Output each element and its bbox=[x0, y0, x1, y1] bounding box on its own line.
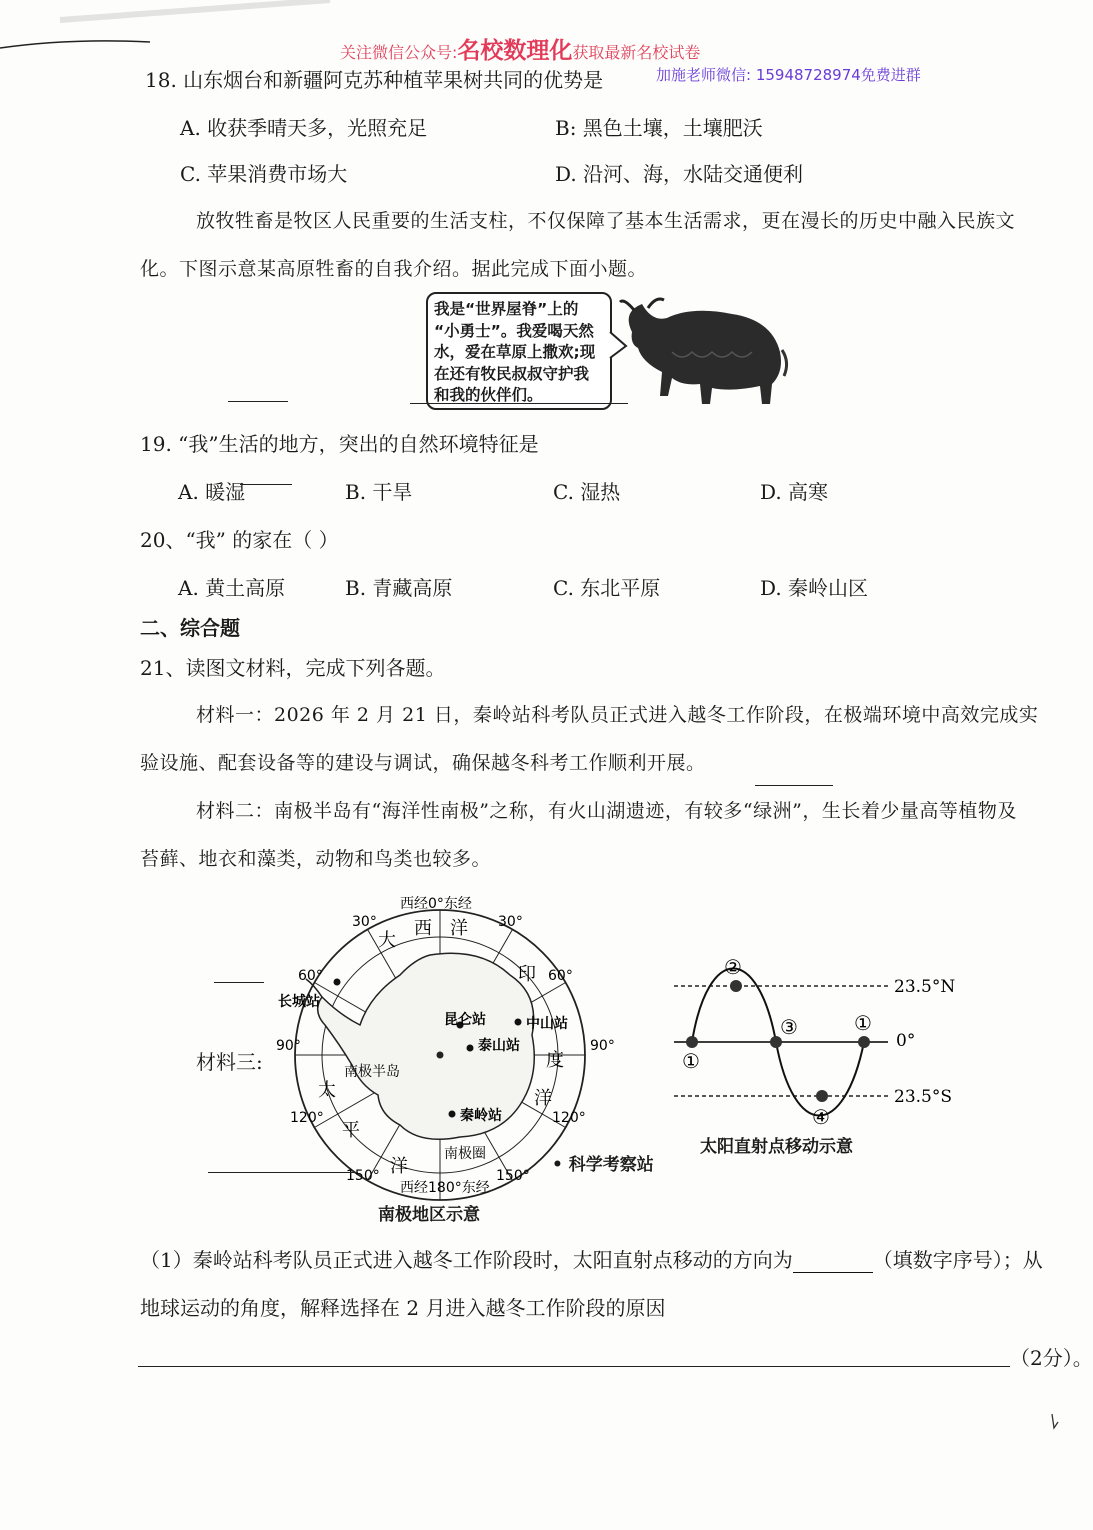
q20-option-d: D. 秦岭山区 bbox=[760, 576, 869, 600]
pen-stroke bbox=[240, 484, 292, 485]
deg-150-east: 150° bbox=[496, 1168, 530, 1184]
ocean-atlantic-1: 大 bbox=[378, 930, 396, 951]
question-18-stem: 18. 山东烟台和新疆阿克苏种植苹果树共同的优势是 bbox=[145, 68, 604, 92]
q19-option-d: D. 高寒 bbox=[760, 480, 829, 504]
pen-stroke bbox=[208, 1172, 358, 1173]
sun-diagram-caption: 太阳直射点移动示意 bbox=[700, 1137, 853, 1157]
ocean-atlantic-3: 洋 bbox=[450, 918, 468, 939]
label-23-5-s: 23.5°S bbox=[894, 1087, 952, 1107]
station-changcheng-dot bbox=[334, 979, 341, 986]
label-ice-shelf: 南极圈 bbox=[444, 1146, 486, 1162]
pen-stroke bbox=[214, 982, 264, 983]
ocean-indian-3: 洋 bbox=[534, 1088, 552, 1109]
antarctic-map bbox=[276, 890, 620, 1230]
map-caption: 南极地区示意 bbox=[378, 1205, 480, 1225]
point-2 bbox=[730, 980, 742, 992]
answer-line-reason[interactable] bbox=[138, 1366, 1010, 1367]
label-point-3: ③ bbox=[780, 1015, 798, 1039]
ocean-pacific-3: 洋 bbox=[390, 1156, 408, 1177]
yak-speech-bubble bbox=[426, 292, 612, 410]
material-1-line-2: 验设施、配套设备等的建设与调试，确保越冬科考工作顺利开展。 bbox=[140, 752, 706, 774]
q19-option-a: A. 暖湿 bbox=[178, 480, 246, 504]
subquestion-1-line-1 bbox=[140, 1244, 1043, 1273]
label-kunlun: 昆仑站 bbox=[444, 1012, 486, 1028]
material-3-label: 材料三: bbox=[196, 1050, 263, 1074]
label-changcheng: 长城站 bbox=[278, 994, 320, 1010]
label-23-5-n: 23.5°N bbox=[894, 977, 956, 997]
label-point-1-left: ① bbox=[682, 1049, 700, 1073]
material-2-line-1: 材料二：南极半岛有“海洋性南极”之称，有火山湖遗迹，有较多“绿洲”，生长着少量高等植物及 bbox=[196, 800, 1017, 822]
label-point-2: ② bbox=[724, 955, 742, 979]
deg-30-west: 30° bbox=[352, 914, 377, 930]
point-4 bbox=[816, 1090, 828, 1102]
material-2-line-2: 苔藓、地衣和藻类，动物和鸟类也较多。 bbox=[140, 848, 492, 870]
pen-mark-corner bbox=[1048, 1412, 1060, 1432]
ocean-atlantic-2: 西 bbox=[414, 918, 432, 939]
ocean-pacific-2: 平 bbox=[342, 1120, 360, 1141]
bubble-line: 在还有牧民叔叔守护我 bbox=[434, 364, 590, 383]
deg-60-west: 60° bbox=[298, 968, 323, 984]
deg-60-east: 60° bbox=[548, 968, 573, 984]
deg-30-east: 30° bbox=[498, 914, 523, 930]
deg-90-west: 90° bbox=[276, 1038, 301, 1054]
q18-option-c: C. 苹果消费市场大 bbox=[180, 162, 348, 186]
point-1-left bbox=[686, 1036, 698, 1048]
sun-migration-diagram bbox=[668, 950, 968, 1130]
watermark-suffix: 获取最新名校试卷 bbox=[572, 43, 701, 62]
watermark-banner bbox=[340, 32, 700, 65]
question-21-stem: 21、读图文材料，完成下列各题。 bbox=[140, 656, 446, 680]
point-1-right bbox=[858, 1036, 870, 1048]
bubble-line: 我是“世界屋脊”上的 bbox=[434, 300, 579, 318]
q20-option-a: A. 黄土高原 bbox=[178, 576, 286, 600]
bubble-line: “小勇士”。我爱喝天然 bbox=[434, 321, 594, 340]
yak-illustration bbox=[612, 292, 792, 412]
q19-option-c: C. 湿热 bbox=[553, 480, 621, 504]
q19-option-b: B. 干旱 bbox=[345, 480, 413, 504]
station-taishan-dot bbox=[467, 1045, 474, 1052]
subquestion-1-line-2: 地球运动的角度，解释选择在 2 月进入越冬工作阶段的原因 bbox=[140, 1296, 666, 1320]
map-top-label: 西经0°东经 bbox=[400, 896, 472, 912]
q20-option-b: B. 青藏高原 bbox=[345, 576, 453, 600]
label-peninsula: 南极半岛 bbox=[344, 1064, 400, 1080]
material-1-line-1: 材料一：2026 年 2 月 21 日，秦岭站科考队员正式进入越冬工作阶段，在极端环境中高效完成实 bbox=[196, 704, 1039, 726]
ocean-pacific-1: 太 bbox=[318, 1080, 336, 1101]
subquestion-1-text-a: （1）秦岭站科考队员正式进入越冬工作阶段时，太阳直射点移动的方向为 bbox=[140, 1248, 793, 1272]
watermark-contact: 加施老师微信: 15948728974免费进群 bbox=[656, 66, 921, 84]
question-19-stem: 19. “我”生活的地方，突出的自然环境特征是 bbox=[140, 432, 539, 456]
ocean-indian-2: 度 bbox=[546, 1050, 564, 1071]
watermark-prefix: 关注微信公众号: bbox=[340, 43, 458, 62]
ocean-indian-1: 印 bbox=[518, 964, 536, 985]
q18-option-b: B: 黑色土壤，土壤肥沃 bbox=[555, 116, 763, 140]
bubble-line: 和我的伙伴们。 bbox=[434, 386, 543, 404]
deg-90-east: 90° bbox=[590, 1038, 615, 1054]
label-equator: 0° bbox=[896, 1031, 916, 1051]
subquestion-1-text-b: （填数字序号）；从 bbox=[872, 1248, 1043, 1272]
pen-stroke bbox=[755, 785, 833, 786]
station-qinling-dot bbox=[449, 1111, 456, 1118]
q18-option-a: A. 收获季晴天多，光照充足 bbox=[180, 116, 428, 140]
pen-stroke bbox=[228, 401, 288, 402]
q18-option-d: D. 沿河、海，水陆交通便利 bbox=[555, 162, 804, 186]
intro-line-1: 放牧牲畜是牧区人民重要的生活支柱，不仅保障了基本生活需求，更在漫长的历史中融入民族文 bbox=[196, 210, 1016, 232]
score-label: （2分）。 bbox=[1010, 1346, 1093, 1370]
pen-mark-decoration bbox=[0, 0, 300, 60]
label-point-4: ④ bbox=[812, 1105, 830, 1129]
label-point-1-right: ① bbox=[854, 1011, 872, 1035]
station-zhongshan-dot bbox=[515, 1019, 522, 1026]
label-taishan: 泰山站 bbox=[478, 1038, 520, 1054]
intro-line-2: 化。下图示意某高原牲畜的自我介绍。据此完成下面小题。 bbox=[140, 258, 648, 280]
watermark-brand: 名校数理化 bbox=[457, 38, 573, 64]
deg-120-west: 120° bbox=[290, 1110, 324, 1126]
ground-line bbox=[410, 403, 628, 404]
q20-option-c: C. 东北平原 bbox=[553, 576, 661, 600]
bubble-line: 水，爱在草原上撒欢;现 bbox=[434, 343, 596, 361]
deg-150-west: 150° bbox=[346, 1168, 380, 1184]
section-heading: 二、综合题 bbox=[140, 616, 240, 640]
map-legend: • 科学考察站 bbox=[552, 1155, 654, 1175]
question-20-stem: 20、“我” 的家在（ ） bbox=[140, 528, 339, 552]
label-qinling: 秦岭站 bbox=[460, 1108, 502, 1124]
map-bottom-label: 西经180°东经 bbox=[400, 1180, 490, 1196]
deg-120-east: 120° bbox=[552, 1110, 586, 1126]
label-zhongshan: 中山站 bbox=[526, 1016, 568, 1032]
answer-blank-direction[interactable] bbox=[793, 1254, 873, 1273]
